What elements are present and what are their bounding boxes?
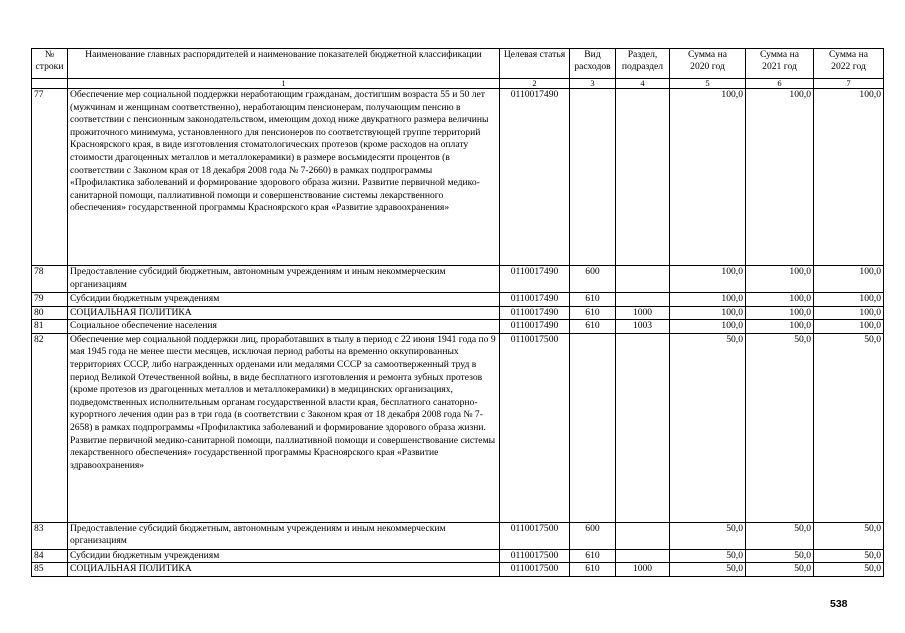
col-header-sum2021 [746, 49, 814, 79]
col-number [32, 79, 68, 89]
row-sum2022: 100,0 [814, 306, 884, 320]
page-number: 538 [830, 598, 848, 610]
row-sum2020: 50,0 [670, 563, 746, 577]
row-sum2022: 100,0 [814, 293, 884, 307]
row-sum2020: 50,0 [670, 522, 746, 549]
col-header-sum2022-text: Сумма на 2022 год [829, 49, 868, 72]
row-sum2021: 50,0 [746, 549, 814, 563]
row-section [616, 89, 670, 266]
row-sum2020: 100,0 [670, 89, 746, 266]
col-header-section-text: Раздел, подраздел [621, 49, 664, 72]
col-number: 5 [670, 79, 746, 89]
row-number: 79 [32, 293, 68, 307]
row-sum2021: 100,0 [746, 306, 814, 320]
col-header-sum2020 [670, 49, 746, 79]
row-type: 610 [570, 563, 616, 577]
row-section: 1000 [616, 563, 670, 577]
row-type: 610 [570, 320, 616, 334]
col-header-no [32, 49, 68, 79]
row-name: Предоставление субсидий бюджетным, автономным учреждениям и иным некоммерческим организациям [68, 266, 500, 293]
row-type: 600 [570, 266, 616, 293]
row-number: 78 [32, 266, 68, 293]
row-sum2022: 50,0 [814, 563, 884, 577]
row-target: 0110017490 [500, 266, 570, 293]
row-name: СОЦИАЛЬНАЯ ПОЛИТИКА [68, 306, 500, 320]
row-sum2020: 100,0 [670, 306, 746, 320]
column-number-row [32, 79, 884, 89]
col-header-sum2022 [814, 49, 884, 79]
row-sum2022: 100,0 [814, 89, 884, 266]
col-header-no-text: № строки [35, 49, 64, 72]
col-header-name-text: Наименование главных распорядителей и наименование показателей бюджетной классификации [85, 49, 482, 60]
row-sum2021: 100,0 [746, 89, 814, 266]
col-number: 1 [68, 79, 500, 89]
row-type: 600 [570, 522, 616, 549]
col-number: 6 [746, 79, 814, 89]
row-type [570, 333, 616, 522]
row-sum2022: 50,0 [814, 549, 884, 563]
row-target: 0110017490 [500, 320, 570, 334]
row-section: 1000 [616, 306, 670, 320]
row-target: 0110017490 [500, 89, 570, 266]
table-row [32, 549, 884, 563]
table-row [32, 320, 884, 334]
row-sum2022: 100,0 [814, 266, 884, 293]
row-name: Субсидии бюджетным учреждениям [68, 549, 500, 563]
row-sum2021: 100,0 [746, 320, 814, 334]
row-sum2020: 100,0 [670, 266, 746, 293]
col-number: 2 [500, 79, 570, 89]
row-target: 0110017490 [500, 306, 570, 320]
row-section [616, 293, 670, 307]
col-number: 4 [616, 79, 670, 89]
col-number: 3 [570, 79, 616, 89]
row-sum2022: 50,0 [814, 333, 884, 522]
row-sum2021: 100,0 [746, 266, 814, 293]
col-header-target [500, 49, 570, 79]
row-target: 0110017500 [500, 549, 570, 563]
row-type: 610 [570, 549, 616, 563]
col-header-sum2021-text: Сумма на 2021 год [760, 49, 799, 72]
table-row [32, 563, 884, 577]
row-number: 77 [32, 89, 68, 266]
row-number: 81 [32, 320, 68, 334]
row-section: 1003 [616, 320, 670, 334]
row-name: СОЦИАЛЬНАЯ ПОЛИТИКА [68, 563, 500, 577]
row-name: Субсидии бюджетным учреждениям [68, 293, 500, 307]
row-sum2021: 50,0 [746, 563, 814, 577]
col-number: 7 [814, 79, 884, 89]
row-number: 84 [32, 549, 68, 563]
col-header-name [68, 49, 500, 79]
col-header-target-text: Целевая статья [503, 49, 566, 60]
row-sum2021: 50,0 [746, 522, 814, 549]
row-section [616, 266, 670, 293]
row-section [616, 549, 670, 563]
row-name: Обеспечение мер социальной поддержки лиц, проработавших в тылу в период с 22 июня 1941 года по 9 мая 1945 года не менее шести месяцев, исключая период работы на временно оккупированных территориях СССР, либо награжденных орденами или медалями СССР за самоотверженный труд в период Великой Отечественной войны, в виде бесплатного изготовления и ремонта зубных протезов (кроме протезов из драгоценных металлов и металлокерамики) в медицинских организациях, подведомственных исполнительным органам государственной власти края, бесплатного санаторно-курортного лечения один раз в три года (в соответствии с Законом края от 18 декабря 2008 года № 7-2658) в рамках подпрограммы «Профилактика заболеваний и формирование здорового образа жизни. Развитие первичной медико-санитарной помощи, паллиативной помощи и совершенствование системы лекарственного обеспечения» государственной программы Красноярского края «Развитие здравоохранения» [68, 333, 500, 522]
row-sum2020: 50,0 [670, 549, 746, 563]
row-sum2021: 100,0 [746, 293, 814, 307]
row-number: 83 [32, 522, 68, 549]
table-row [32, 522, 884, 549]
budget-table [31, 48, 884, 577]
col-header-type-text: Вид расходов [574, 49, 611, 72]
row-type: 610 [570, 293, 616, 307]
table-row [32, 333, 884, 522]
row-target: 0110017500 [500, 522, 570, 549]
row-sum2022: 100,0 [814, 320, 884, 334]
row-name: Предоставление субсидий бюджетным, автономным учреждениям и иным некоммерческим организациям [68, 522, 500, 549]
row-target: 0110017490 [500, 293, 570, 307]
row-name: Обеспечение мер социальной поддержки неработающим гражданам, достигшим возраста 55 и 50 лет (мужчинам и женщинам соответственно), неработающим пенсионерам, получающим пенсию в соответствии с пенсионным законодательством, имеющим доход ниже двукратного размера величины прожиточного минимума, установленного для пенсионеров по соответствующей группе территорий Красноярского края, в виде изготовления стоматологических протезов (кроме расходов на оплату стоимости драгоценных металлов и металлокерамики) в размере восьмидесяти процентов (в соответствии с Законом края от 18 декабря 2008 года № 7-2660) в рамках подпрограммы «Профилактика заболеваний и формирование здорового образа жизни. Развитие первичной медико-санитарной помощи, паллиативной помощи и совершенствование системы лекарственного обеспечения» государственной программы Красноярского края «Развитие здравоохранения» [68, 89, 500, 266]
row-type: 610 [570, 306, 616, 320]
row-sum2021: 50,0 [746, 333, 814, 522]
row-sum2020: 100,0 [670, 293, 746, 307]
row-sum2020: 100,0 [670, 320, 746, 334]
row-target: 0110017500 [500, 563, 570, 577]
header-row [32, 49, 884, 79]
row-sum2022: 50,0 [814, 522, 884, 549]
col-header-section [616, 49, 670, 79]
col-header-type [570, 49, 616, 79]
table-row [32, 89, 884, 266]
col-header-sum2020-text: Сумма на 2020 год [688, 49, 727, 72]
table-row [32, 293, 884, 307]
row-section [616, 333, 670, 522]
row-section [616, 522, 670, 549]
row-name: Социальное обеспечение населения [68, 320, 500, 334]
row-sum2020: 50,0 [670, 333, 746, 522]
row-number: 80 [32, 306, 68, 320]
row-target: 0110017500 [500, 333, 570, 522]
table-row [32, 306, 884, 320]
row-number: 85 [32, 563, 68, 577]
row-number: 82 [32, 333, 68, 522]
row-type [570, 89, 616, 266]
table-row [32, 266, 884, 293]
